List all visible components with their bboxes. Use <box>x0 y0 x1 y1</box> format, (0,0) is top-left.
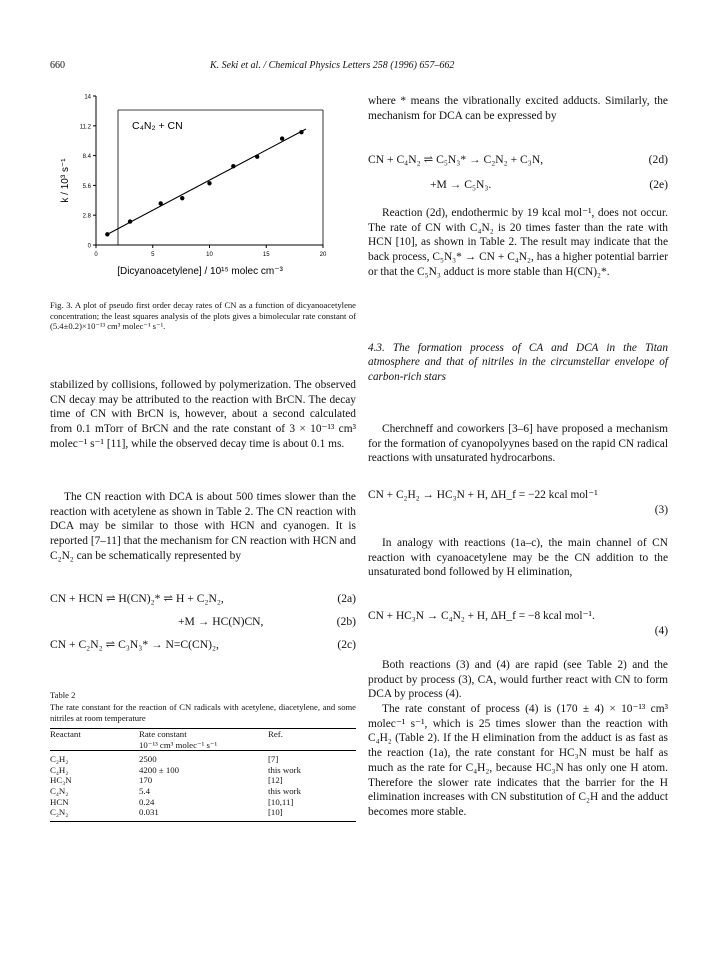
right-paragraph-2: Reaction (2d), endothermic by 19 kcal mol⁻¹, does not occur. The rate of CN with C₄N₂ is 20 times faster than the rate with HCN [10], as shown in Table 2. The result may indicate that the back process, C₅N₃* → CN + C₄N₂, has a higher potential barrier or that the C₅N₃ adduct is more stable than H(CN)₂*. <box>368 207 668 278</box>
table-header-ref: Ref. <box>268 729 283 739</box>
table-header-row <box>50 729 356 751</box>
table-header-reactant: Reactant <box>50 729 81 739</box>
data-point <box>105 232 109 236</box>
equation-2d-number: (2d) <box>648 153 668 166</box>
table-row: C₄H₂ 4200 ± 100 this work <box>50 764 301 775</box>
right-paragraph-1: where * means the vibrationally excited adducts. Similarly, the mechanism for DCA can be expressed by <box>368 95 668 122</box>
data-point <box>128 219 132 223</box>
equation-2b-number: (2b) <box>336 615 356 628</box>
data-point <box>207 181 211 185</box>
table-row: C₂N₂ 0.031 [10] <box>50 807 283 818</box>
equation-3-number: (3) <box>654 504 668 516</box>
y-tick-label: 11.2 <box>79 124 91 131</box>
rate-table <box>50 729 356 822</box>
x-tick-label: 15 <box>262 252 270 258</box>
figure-caption: Fig. 3. A plot of pseudo first order decay rates of CN as a function of dicyanoacetylene concentration; the least squares analysis of the plots gives a bimolecular rate constant of (5.4±0.2)×10⁻¹³ cm³ molec⁻¹ s⁻¹. <box>50 300 356 332</box>
equation-2b-body: +M → HC(N)CN, <box>178 615 264 628</box>
data-point <box>180 196 184 200</box>
equation-2c-number: (2c) <box>337 638 356 651</box>
left-paragraph-1: stabilized by collisions, followed by polymerization. The observed CN decay may be attributed to the reaction with BrCN. The decay time of CN with BrCN is, however, about a second calculated from 0.1 mTorr of BrCN and the rate constant of 3 × 10⁻¹³ cm³ molec⁻¹ s⁻¹ [11], while the observed decay time is about 0.1 ms. <box>50 379 356 450</box>
data-point <box>158 201 162 205</box>
equation-2e-body: +M → C₅N₃. <box>430 178 492 191</box>
table-row: HCN 0.24 [10,11] <box>50 796 294 807</box>
y-tick-label: 14 <box>84 94 91 101</box>
table-header-rate-units: 10⁻¹³ cm³ molec⁻¹ s⁻¹ <box>139 739 218 750</box>
table-title: Table 2 <box>50 690 76 700</box>
right-paragraph-4: In analogy with reactions (1a–c), the main channel of CN reaction with cyanoacetylene may be the CN addition to the unsaturated bond followed by H elimination, <box>368 537 668 579</box>
x-tick-label: 20 <box>319 252 327 258</box>
left-paragraph-2: The CN reaction with DCA is about 500 times slower than the reaction with acetylene as shown in Table 2. The CN reaction with DCA may be similar to those with HCN and cyanogen. It is reported [7–11] that the mechanism for CN reaction with HCN and C₂N₂ can be schematically represented by <box>50 491 356 562</box>
section-heading-4-3: 4.3. The formation process of CA and DCA in the Titan atmosphere and that of nitriles in the circumstellar envelope of carbon-rich stars <box>368 342 668 383</box>
equation-2a-number: (2a) <box>337 592 356 605</box>
x-tick-label: 10 <box>206 252 213 258</box>
equation-2d <box>368 152 668 167</box>
x-tick-label: 5 <box>151 252 155 258</box>
equation-2a-body: CN + HCN ⇌ H(CN)₂* ⇌ H + C₂N₂, <box>50 592 224 605</box>
table-row: C₄N₂ 5.4 this work <box>50 785 301 796</box>
fig3-chart <box>50 84 350 296</box>
equation-2a <box>50 591 356 606</box>
equation-4-body: CN + HC₃N → C₄N₂ + H, ΔH_f = −8 kcal mol⁻¹. <box>368 610 595 622</box>
right-paragraph-3: Cherchneff and coworkers [3–6] have proposed a mechanism for the formation of cyanopolyynes based on the rapid CN radical reactions with unsaturated hydrocarbons. <box>368 423 668 465</box>
equation-2b <box>50 614 356 629</box>
equation-3-body: CN + C₂H₂ → HC₃N + H, ΔH_f = −22 kcal mol⁻¹ <box>368 489 598 501</box>
journal-citation: K. Seki et al. / Chemical Physics Letters 258 (1996) 657–662 <box>210 60 455 71</box>
y-tick-label: 8.4 <box>82 154 91 161</box>
equation-2d-body: CN + C₄N₂ ⇌ C₅N₃* → C₂N₂ + C₃N, <box>368 153 544 166</box>
y-tick-label: 0 <box>87 243 91 250</box>
right-paragraph-5: Both reactions (3) and (4) are rapid (see Table 2) and the product by process (3), CA, would further react with CN to form DCA by process (4). <box>368 659 668 701</box>
figure-3 <box>50 84 350 296</box>
data-point <box>255 154 259 158</box>
equation-2e <box>368 177 668 192</box>
equation-4 <box>368 609 668 639</box>
page-number: 660 <box>50 60 65 71</box>
table-row: HC₃N 170 [12] <box>50 775 283 786</box>
x-tick-label: 0 <box>94 252 98 258</box>
data-point <box>299 130 303 134</box>
equation-3 <box>368 488 668 518</box>
right-paragraph-6: The rate constant of process (4) is (170 ± 4) × 10⁻¹³ cm³ molec⁻¹ s⁻¹, which is 25 times slower than the reaction with C₄H₂ (Table 2). If the H elimination from the adduct is as fast as the reaction (1a), the rate constant for HC₃N must be half as much as the rate for C₄H₂, because HC₃N has only one H atom. Therefore the slower rate indicates that the barrier for the H elimination increases with CN substitution of C₂H and the adduct becomes more stable. <box>368 703 668 818</box>
y-tick-label: 5.6 <box>82 183 91 190</box>
equation-2e-number: (2e) <box>649 178 668 191</box>
y-tick-label: 2.8 <box>82 213 91 220</box>
table-caption: The rate constant for the reaction of CN radicals with acetylene, diacetylene, and some nitriles at room temperature <box>50 702 356 723</box>
y-axis-label: k / 10³ s⁻¹ <box>60 158 71 203</box>
table-2 <box>50 728 356 822</box>
x-axis-label: [Dicyanoacetylene] / 10¹⁵ molec cm⁻³ <box>117 266 283 277</box>
chart-inset-label: C₄N₂ + CN <box>132 120 183 132</box>
least-squares-fit-line <box>107 129 306 234</box>
running-head <box>0 60 711 76</box>
table-header-rate: Rate constant 10⁻¹³ cm³ molec⁻¹ s⁻¹ <box>139 729 268 751</box>
table-row: C₂H₂ 2500 [7] <box>50 754 279 765</box>
equation-2c <box>50 637 356 652</box>
equation-4-number: (4) <box>654 625 668 637</box>
data-point <box>280 136 284 140</box>
equation-2c-body: CN + C₂N₂ ⇌ C₃N₃* → N=C(CN)₂, <box>50 638 219 651</box>
data-point <box>231 164 235 168</box>
